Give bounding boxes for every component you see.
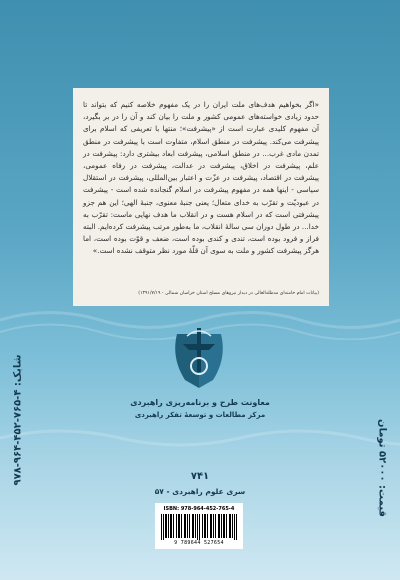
book-number: ۷۴۱ — [190, 471, 210, 482]
barcode-digits: 9 789644 527654 — [174, 540, 224, 546]
organization-line-2: مرکز مطالعات و توسعهٔ تفکر راهبردی — [134, 411, 266, 419]
emblem-logo — [163, 322, 235, 394]
barcode-bars — [159, 514, 239, 540]
price-vertical: قیمت: ۵۲۰۰۰ تومان — [376, 419, 388, 517]
isbn-label: ISBN: 978-964-452-765-4 — [163, 506, 235, 512]
water-texture — [0, 420, 400, 460]
isbn-vertical: شابک: ۴-۷۶۵-۴۵۲-۹۶۴-۹۷۸ — [12, 354, 24, 486]
barcode — [155, 503, 243, 549]
quote-text: «اگر بخواهیم هدف‌های ملت ایران را در یک مفهوم خلاصه کنیم که بتواند تا حدود زیادی خواسته‌های عمومی کشور و ملت را بیان کند و آن را در بر بگیرد، آن مفهوم کلیدی عبارت است از «پیشرفت»؛ منتها با تعریفی که اسلام برای پیشرفت می‌کند. پیشرفت در منطق اسلام، متفاوت است با پیشرفت در منطق تمدن مادی غرب... در منطق اسلامی، پیشرفت ابعاد بیشتری دارد: پیشرفت در علم، پیشرفت در اخلاق، پیشرفت در عدالت، پیشرفت در رفاه عمومی، پیشرفت در اقتصاد، پیشرفت در عزّت و اعتبار بین‌المللی، پیشرفت در استقلال سیاسی - اینها همه در مفهوم پیشرفت در اسلام گنجانده شده است - پیشرفت در عبودیّت و تقرّب به خدای متعال؛ یعنی جنبهٔ معنوی، جنبهٔ الهی؛ این هم جزو پیشرفتی است که در اسلام هست و در انقلاب ما هدف نهایی ماست: تقرّب به خدا... در طول دوران سی سالهٔ انقلاب، ما به‌طور مرتب پیشرفت کرده‌ایم. البته فراز و فرود بوده است، تندی و کندی بوده است، ضعف و قوّت بوده است، اما هرگز پیشرفت کشور و ملت به سوی آن قلّهٔ مورد نظر متوقف نشده است.» — [83, 100, 319, 256]
quote-source: (بیانات امام خامنه‌ای مدظله‌العالی در دیدار نیروهای مسلح استان خراسان شمالی - ۱۳۹۱/۷/۱۹) — [138, 291, 319, 296]
series-title: سری علوم راهبردی - ۵۷ — [154, 487, 246, 496]
quote-box — [73, 88, 329, 306]
organization-line-1: معاونت طرح و برنامه‌ریزی راهبردی — [130, 398, 270, 407]
